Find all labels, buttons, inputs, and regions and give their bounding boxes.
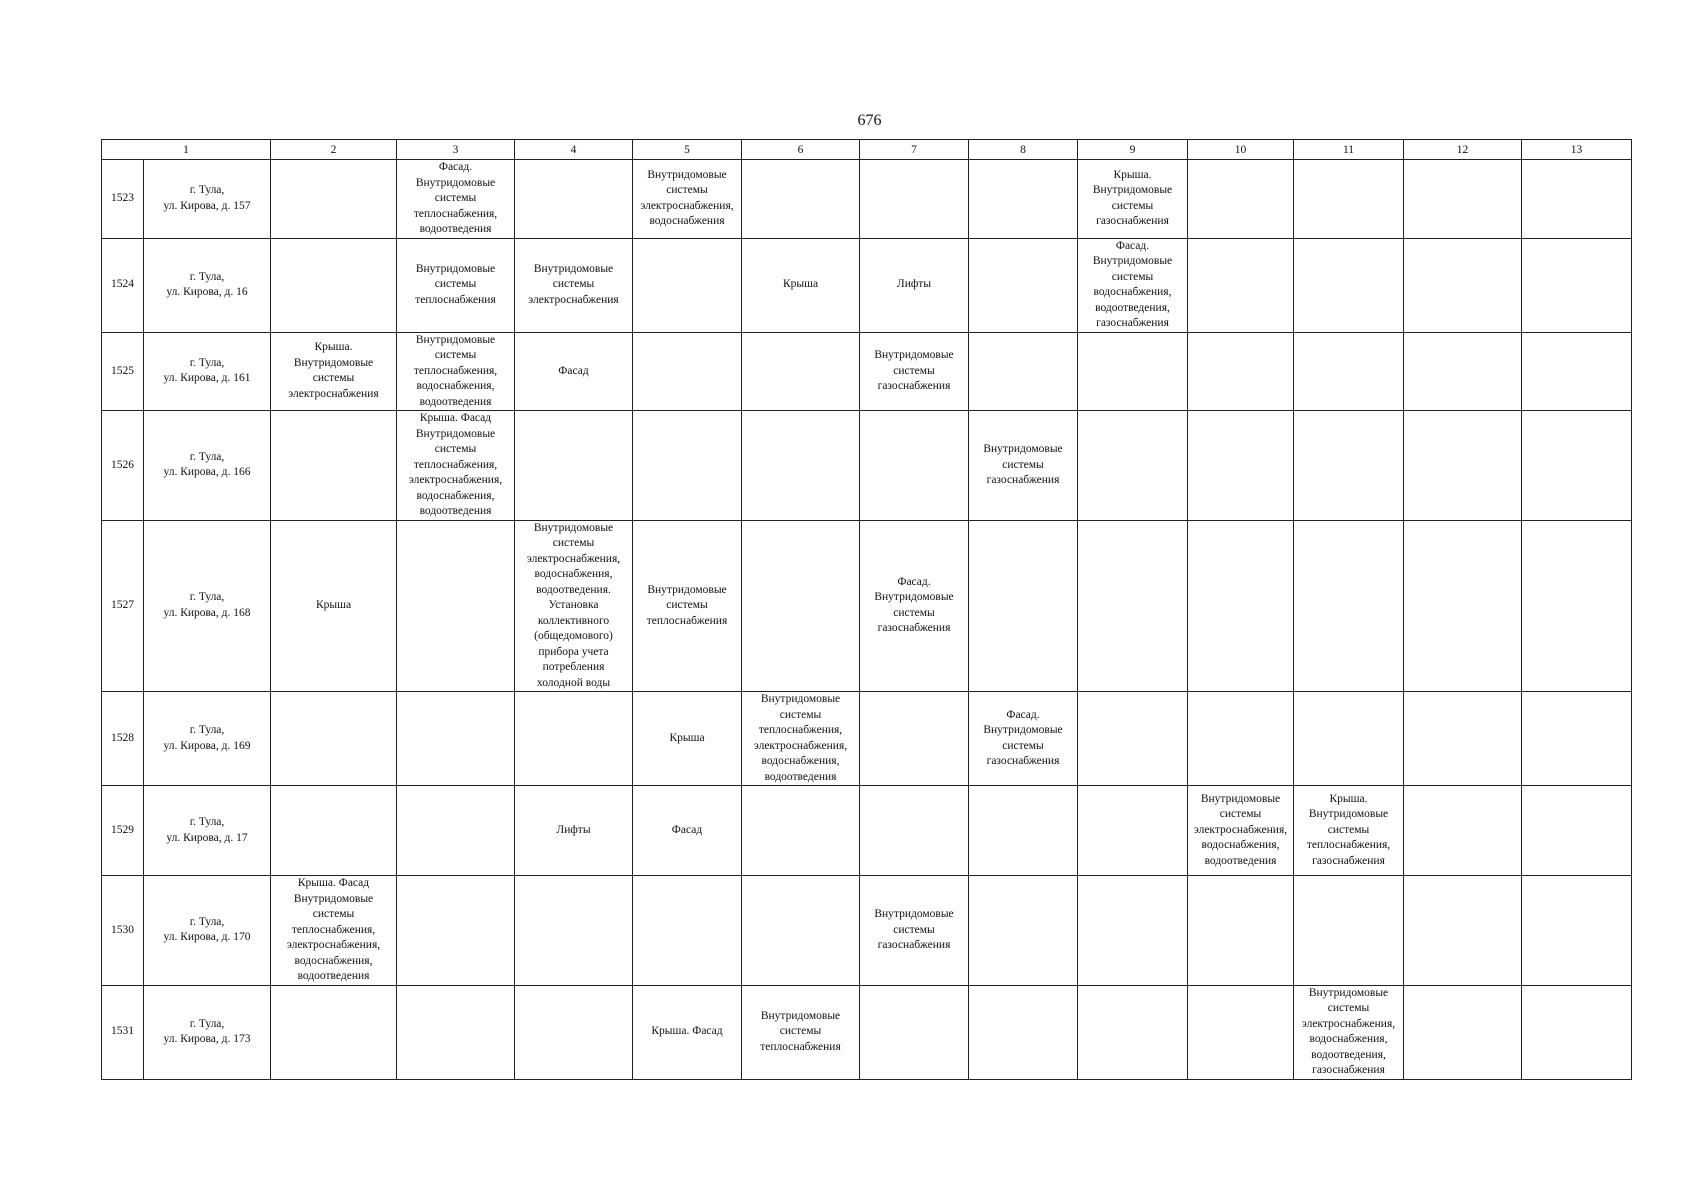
address-cell: г. Тула, ул. Кирова, д. 17	[144, 786, 271, 876]
address-cell: г. Тула, ул. Кирова, д. 169	[144, 692, 271, 786]
row-number: 1527	[102, 520, 144, 692]
work-cell-col-7: Внутридомовые системы газоснабжения	[860, 332, 969, 411]
table-row	[102, 160, 1632, 239]
work-cell-col-11	[1294, 520, 1404, 692]
work-cell-col-9: Фасад. Внутридомовые системы водоснабжения, водоотведения, газоснабжения	[1078, 238, 1188, 332]
work-cell-col-8: Внутридомовые системы газоснабжения	[969, 411, 1078, 521]
row-number: 1530	[102, 876, 144, 986]
work-cell-col-6	[742, 160, 860, 239]
work-cell-col-8	[969, 786, 1078, 876]
work-cell-col-3: Фасад. Внутридомовые системы теплоснабжения, водоотведения	[397, 160, 515, 239]
work-cell-col-9: Крыша. Внутридомовые системы газоснабжения	[1078, 160, 1188, 239]
work-cell-col-3	[397, 520, 515, 692]
row-number: 1528	[102, 692, 144, 786]
work-cell-col-4	[515, 985, 633, 1079]
address-cell: г. Тула, ул. Кирова, д. 157	[144, 160, 271, 239]
work-cell-col-13	[1522, 985, 1632, 1079]
work-cell-col-12	[1404, 520, 1522, 692]
work-cell-col-8	[969, 520, 1078, 692]
table-row	[102, 692, 1632, 786]
work-cell-col-2: Крыша	[271, 520, 397, 692]
row-number: 1529	[102, 786, 144, 876]
column-header-10: 10	[1188, 140, 1294, 160]
work-cell-col-9	[1078, 520, 1188, 692]
work-cell-col-6: Внутридомовые системы теплоснабжения, электроснабжения, водоснабжения, водоотведения	[742, 692, 860, 786]
address-cell: г. Тула, ул. Кирова, д. 173	[144, 985, 271, 1079]
work-cell-col-11	[1294, 876, 1404, 986]
column-header-6: 6	[742, 140, 860, 160]
column-header-12: 12	[1404, 140, 1522, 160]
work-cell-col-5	[633, 876, 742, 986]
work-cell-col-4: Фасад	[515, 332, 633, 411]
column-header-4: 4	[515, 140, 633, 160]
row-number: 1525	[102, 332, 144, 411]
column-header-11: 11	[1294, 140, 1404, 160]
work-cell-col-5: Внутридомовые системы электроснабжения, водоснабжения	[633, 160, 742, 239]
work-cell-col-2	[271, 160, 397, 239]
work-cell-col-13	[1522, 786, 1632, 876]
work-cell-col-11: Внутридомовые системы электроснабжения, водоснабжения, водоотведения, газоснабжения	[1294, 985, 1404, 1079]
work-cell-col-13	[1522, 876, 1632, 986]
work-cell-col-3	[397, 985, 515, 1079]
work-cell-col-3: Внутридомовые системы теплоснабжения	[397, 238, 515, 332]
work-cell-col-4	[515, 160, 633, 239]
table-row	[102, 411, 1632, 521]
column-header-7: 7	[860, 140, 969, 160]
work-cell-col-4	[515, 411, 633, 521]
work-cell-col-12	[1404, 692, 1522, 786]
work-cell-col-3	[397, 876, 515, 986]
column-header-13: 13	[1522, 140, 1632, 160]
work-cell-col-2	[271, 238, 397, 332]
work-cell-col-5	[633, 332, 742, 411]
column-header-9: 9	[1078, 140, 1188, 160]
row-number: 1531	[102, 985, 144, 1079]
work-cell-col-5	[633, 238, 742, 332]
work-cell-col-8	[969, 985, 1078, 1079]
work-cell-col-10: Внутридомовые системы электроснабжения, водоснабжения, водоотведения	[1188, 786, 1294, 876]
table-body	[102, 160, 1632, 1080]
work-cell-col-11	[1294, 160, 1404, 239]
column-header-3: 3	[397, 140, 515, 160]
work-cell-col-11	[1294, 238, 1404, 332]
work-cell-col-5: Внутридомовые системы теплоснабжения	[633, 520, 742, 692]
work-cell-col-8: Фасад. Внутридомовые системы газоснабжения	[969, 692, 1078, 786]
work-cell-col-6	[742, 786, 860, 876]
column-header-5: 5	[633, 140, 742, 160]
work-cell-col-13	[1522, 692, 1632, 786]
table-row	[102, 985, 1632, 1079]
work-cell-col-4	[515, 876, 633, 986]
work-cell-col-7	[860, 411, 969, 521]
work-cell-col-7	[860, 786, 969, 876]
work-cell-col-2	[271, 985, 397, 1079]
work-cell-col-13	[1522, 160, 1632, 239]
work-cell-col-9	[1078, 332, 1188, 411]
work-cell-col-10	[1188, 238, 1294, 332]
repair-schedule-table	[101, 139, 1632, 1080]
work-cell-col-2	[271, 692, 397, 786]
work-cell-col-7: Внутридомовые системы газоснабжения	[860, 876, 969, 986]
row-number: 1523	[102, 160, 144, 239]
address-cell: г. Тула, ул. Кирова, д. 166	[144, 411, 271, 521]
work-cell-col-10	[1188, 332, 1294, 411]
work-cell-col-10	[1188, 985, 1294, 1079]
work-cell-col-9	[1078, 411, 1188, 521]
work-cell-col-11	[1294, 332, 1404, 411]
work-cell-col-4: Лифты	[515, 786, 633, 876]
work-cell-col-8	[969, 876, 1078, 986]
work-cell-col-13	[1522, 238, 1632, 332]
work-cell-col-7	[860, 160, 969, 239]
work-cell-col-8	[969, 332, 1078, 411]
work-cell-col-5: Фасад	[633, 786, 742, 876]
work-cell-col-6: Крыша	[742, 238, 860, 332]
work-cell-col-5: Крыша	[633, 692, 742, 786]
work-cell-col-2: Крыша. Фасад Внутридомовые системы теплоснабжения, электроснабжения, водоснабжения, водоотведения	[271, 876, 397, 986]
work-cell-col-11	[1294, 692, 1404, 786]
table-row	[102, 238, 1632, 332]
work-cell-col-4: Внутридомовые системы электроснабжения, водоснабжения, водоотведения. Установка коллективного (общедомового) прибора учета потребления холодной воды	[515, 520, 633, 692]
work-cell-col-9	[1078, 786, 1188, 876]
work-cell-col-12	[1404, 332, 1522, 411]
work-cell-col-10	[1188, 876, 1294, 986]
work-cell-col-5	[633, 411, 742, 521]
work-cell-col-9	[1078, 876, 1188, 986]
work-cell-col-12	[1404, 786, 1522, 876]
work-cell-col-13	[1522, 411, 1632, 521]
work-cell-col-10	[1188, 692, 1294, 786]
row-number: 1526	[102, 411, 144, 521]
work-cell-col-9	[1078, 985, 1188, 1079]
work-cell-col-3	[397, 692, 515, 786]
work-cell-col-10	[1188, 411, 1294, 521]
work-cell-col-4: Внутридомовые системы электроснабжения	[515, 238, 633, 332]
work-cell-col-7: Фасад. Внутридомовые системы газоснабжения	[860, 520, 969, 692]
work-cell-col-12	[1404, 411, 1522, 521]
work-cell-col-2: Крыша. Внутридомовые системы электроснабжения	[271, 332, 397, 411]
work-cell-col-12	[1404, 985, 1522, 1079]
table-row	[102, 520, 1632, 692]
address-cell: г. Тула, ул. Кирова, д. 16	[144, 238, 271, 332]
table-header-row	[102, 140, 1632, 160]
work-cell-col-6	[742, 520, 860, 692]
table-row	[102, 332, 1632, 411]
work-cell-col-10	[1188, 160, 1294, 239]
work-cell-col-2	[271, 786, 397, 876]
work-cell-col-13	[1522, 520, 1632, 692]
address-cell: г. Тула, ул. Кирова, д. 170	[144, 876, 271, 986]
work-cell-col-6	[742, 332, 860, 411]
column-header-8: 8	[969, 140, 1078, 160]
work-cell-col-3	[397, 786, 515, 876]
work-cell-col-11	[1294, 411, 1404, 521]
work-cell-col-12	[1404, 160, 1522, 239]
work-cell-col-7: Лифты	[860, 238, 969, 332]
work-cell-col-9	[1078, 692, 1188, 786]
work-cell-col-5: Крыша. Фасад	[633, 985, 742, 1079]
work-cell-col-3: Крыша. Фасад Внутридомовые системы теплоснабжения, электроснабжения, водоснабжения, водоотведения	[397, 411, 515, 521]
row-number: 1524	[102, 238, 144, 332]
page-number: 676	[857, 112, 882, 129]
work-cell-col-6	[742, 876, 860, 986]
column-header-2: 2	[271, 140, 397, 160]
work-cell-col-11: Крыша. Внутридомовые системы теплоснабжения, газоснабжения	[1294, 786, 1404, 876]
address-cell: г. Тула, ул. Кирова, д. 161	[144, 332, 271, 411]
work-cell-col-8	[969, 238, 1078, 332]
work-cell-col-6	[742, 411, 860, 521]
work-cell-col-3: Внутридомовые системы теплоснабжения, водоснабжения, водоотведения	[397, 332, 515, 411]
table-row	[102, 786, 1632, 876]
work-cell-col-13	[1522, 332, 1632, 411]
address-cell: г. Тула, ул. Кирова, д. 168	[144, 520, 271, 692]
work-cell-col-12	[1404, 238, 1522, 332]
work-cell-col-2	[271, 411, 397, 521]
work-cell-col-4	[515, 692, 633, 786]
column-header-1: 1	[102, 140, 271, 160]
work-cell-col-7	[860, 985, 969, 1079]
work-cell-col-8	[969, 160, 1078, 239]
work-cell-col-7	[860, 692, 969, 786]
table-row	[102, 876, 1632, 986]
work-cell-col-10	[1188, 520, 1294, 692]
work-cell-col-12	[1404, 876, 1522, 986]
work-cell-col-6: Внутридомовые системы теплоснабжения	[742, 985, 860, 1079]
